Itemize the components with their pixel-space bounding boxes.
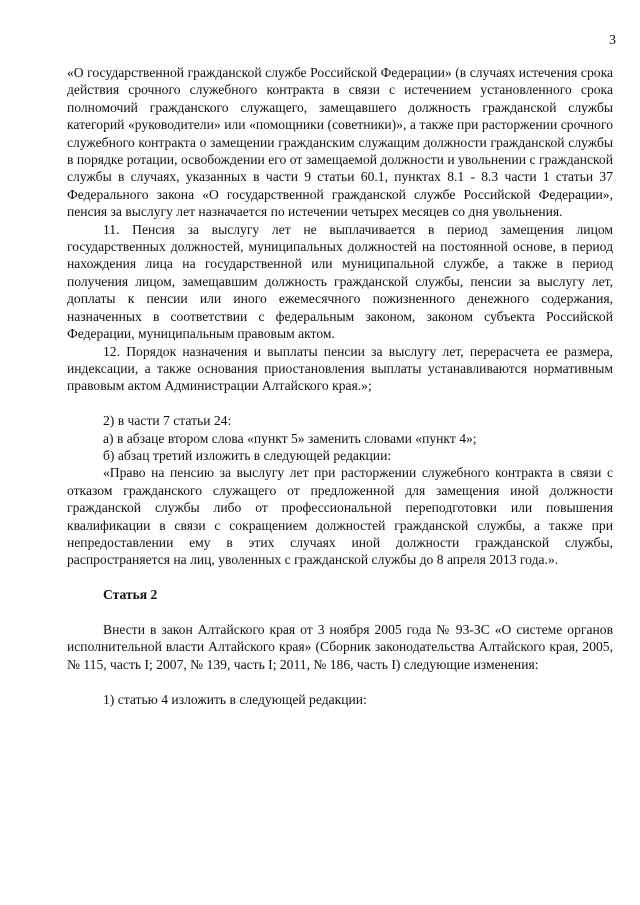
paragraph-article-2-item-1: 1) статью 4 изложить в следующей редакции: bbox=[103, 691, 367, 707]
spacer bbox=[67, 673, 613, 690]
paragraph-item-11: 11. Пенсия за выслугу лет не выплачивается в период замещения лицом государственных должностей, муниципальных должностей на постоянной основе, в период нахождения лица на государственной или муниципальной службе, а также в период получения лицом, замещавшим должность гражданской службы, пенсии за выслугу лет, доплаты к пенсии или иного ежемесячного пожизненного денежного содержания, назначенных в соответствии с федеральным законом, законом субъекта Российской Федерации, муниципальным правовым актом. bbox=[67, 221, 613, 342]
document-body bbox=[67, 64, 613, 708]
paragraph-amendment-b: б) абзац третий изложить в следующей редакции: bbox=[103, 447, 392, 463]
paragraph-amendment-a: а) в абзаце втором слова «пункт 5» заменить словами «пункт 4»; bbox=[103, 430, 477, 446]
paragraph-item-12: 12. Порядок назначения и выплаты пенсии за выслугу лет, перерасчета ее размера, индексации, а также основания приостановления выплаты устанавливаются нормативным правовым актом Администрации Алтайского края.»; bbox=[67, 343, 613, 394]
paragraph-amendment-2: 2) в части 7 статьи 24: bbox=[103, 413, 232, 429]
spacer bbox=[67, 569, 613, 586]
spacer bbox=[67, 604, 613, 621]
paragraph-quoted-text: «Право на пенсию за выслугу лет при расторжении служебного контракта в связи с отказом гражданского служащего от предложенной для замещения иной должности гражданской службы либо от профессиональной переподготовки или повышения квалификации в связи с сокращением должностей гражданской службы, а также при непредоставлении ему в этих случаях иной должности гражданской службы, распространяется на лиц, уволенных с гражданской службы до 8 апреля 2013 года.». bbox=[67, 465, 613, 568]
article-heading: Статья 2 bbox=[103, 587, 158, 603]
paragraph-continuation: «О государственной гражданской службе Российской Федерации» (в случаях истечения срока действия срочного служебного контракта в связи с истечением установленного срока полномочий гражданского служащего, замещавшего должность гражданской службы категорий «руководители» или «помощники (советники)», а также при расторжении срочного служебного контракта о замещении гражданским служащим должности гражданской службы в порядке ротации, освобождении его от замещаемой должности и увольнении с гражданской службы в случаях, указанных в части 9 статьи 60.1, пунктах 8.1 - 8.3 части 1 статьи 37 Федерального закона «О государственной гражданской службе Российской Федерации», пенсия за выслугу лет назначается по истечении четырех месяцев со дня увольнения. bbox=[67, 65, 613, 220]
page-number: 3 bbox=[609, 33, 616, 48]
spacer bbox=[67, 395, 613, 412]
paragraph-article-2-intro: Внести в закон Алтайского края от 3 ноября 2005 года № 93-ЗС «О системе органов исполнительной власти Алтайского края» (Сборник законодательства Алтайского края, 2005, № 115, часть I; 2007, № 139, часть I; 2011, № 186, часть I) следующие изменения: bbox=[67, 621, 613, 672]
